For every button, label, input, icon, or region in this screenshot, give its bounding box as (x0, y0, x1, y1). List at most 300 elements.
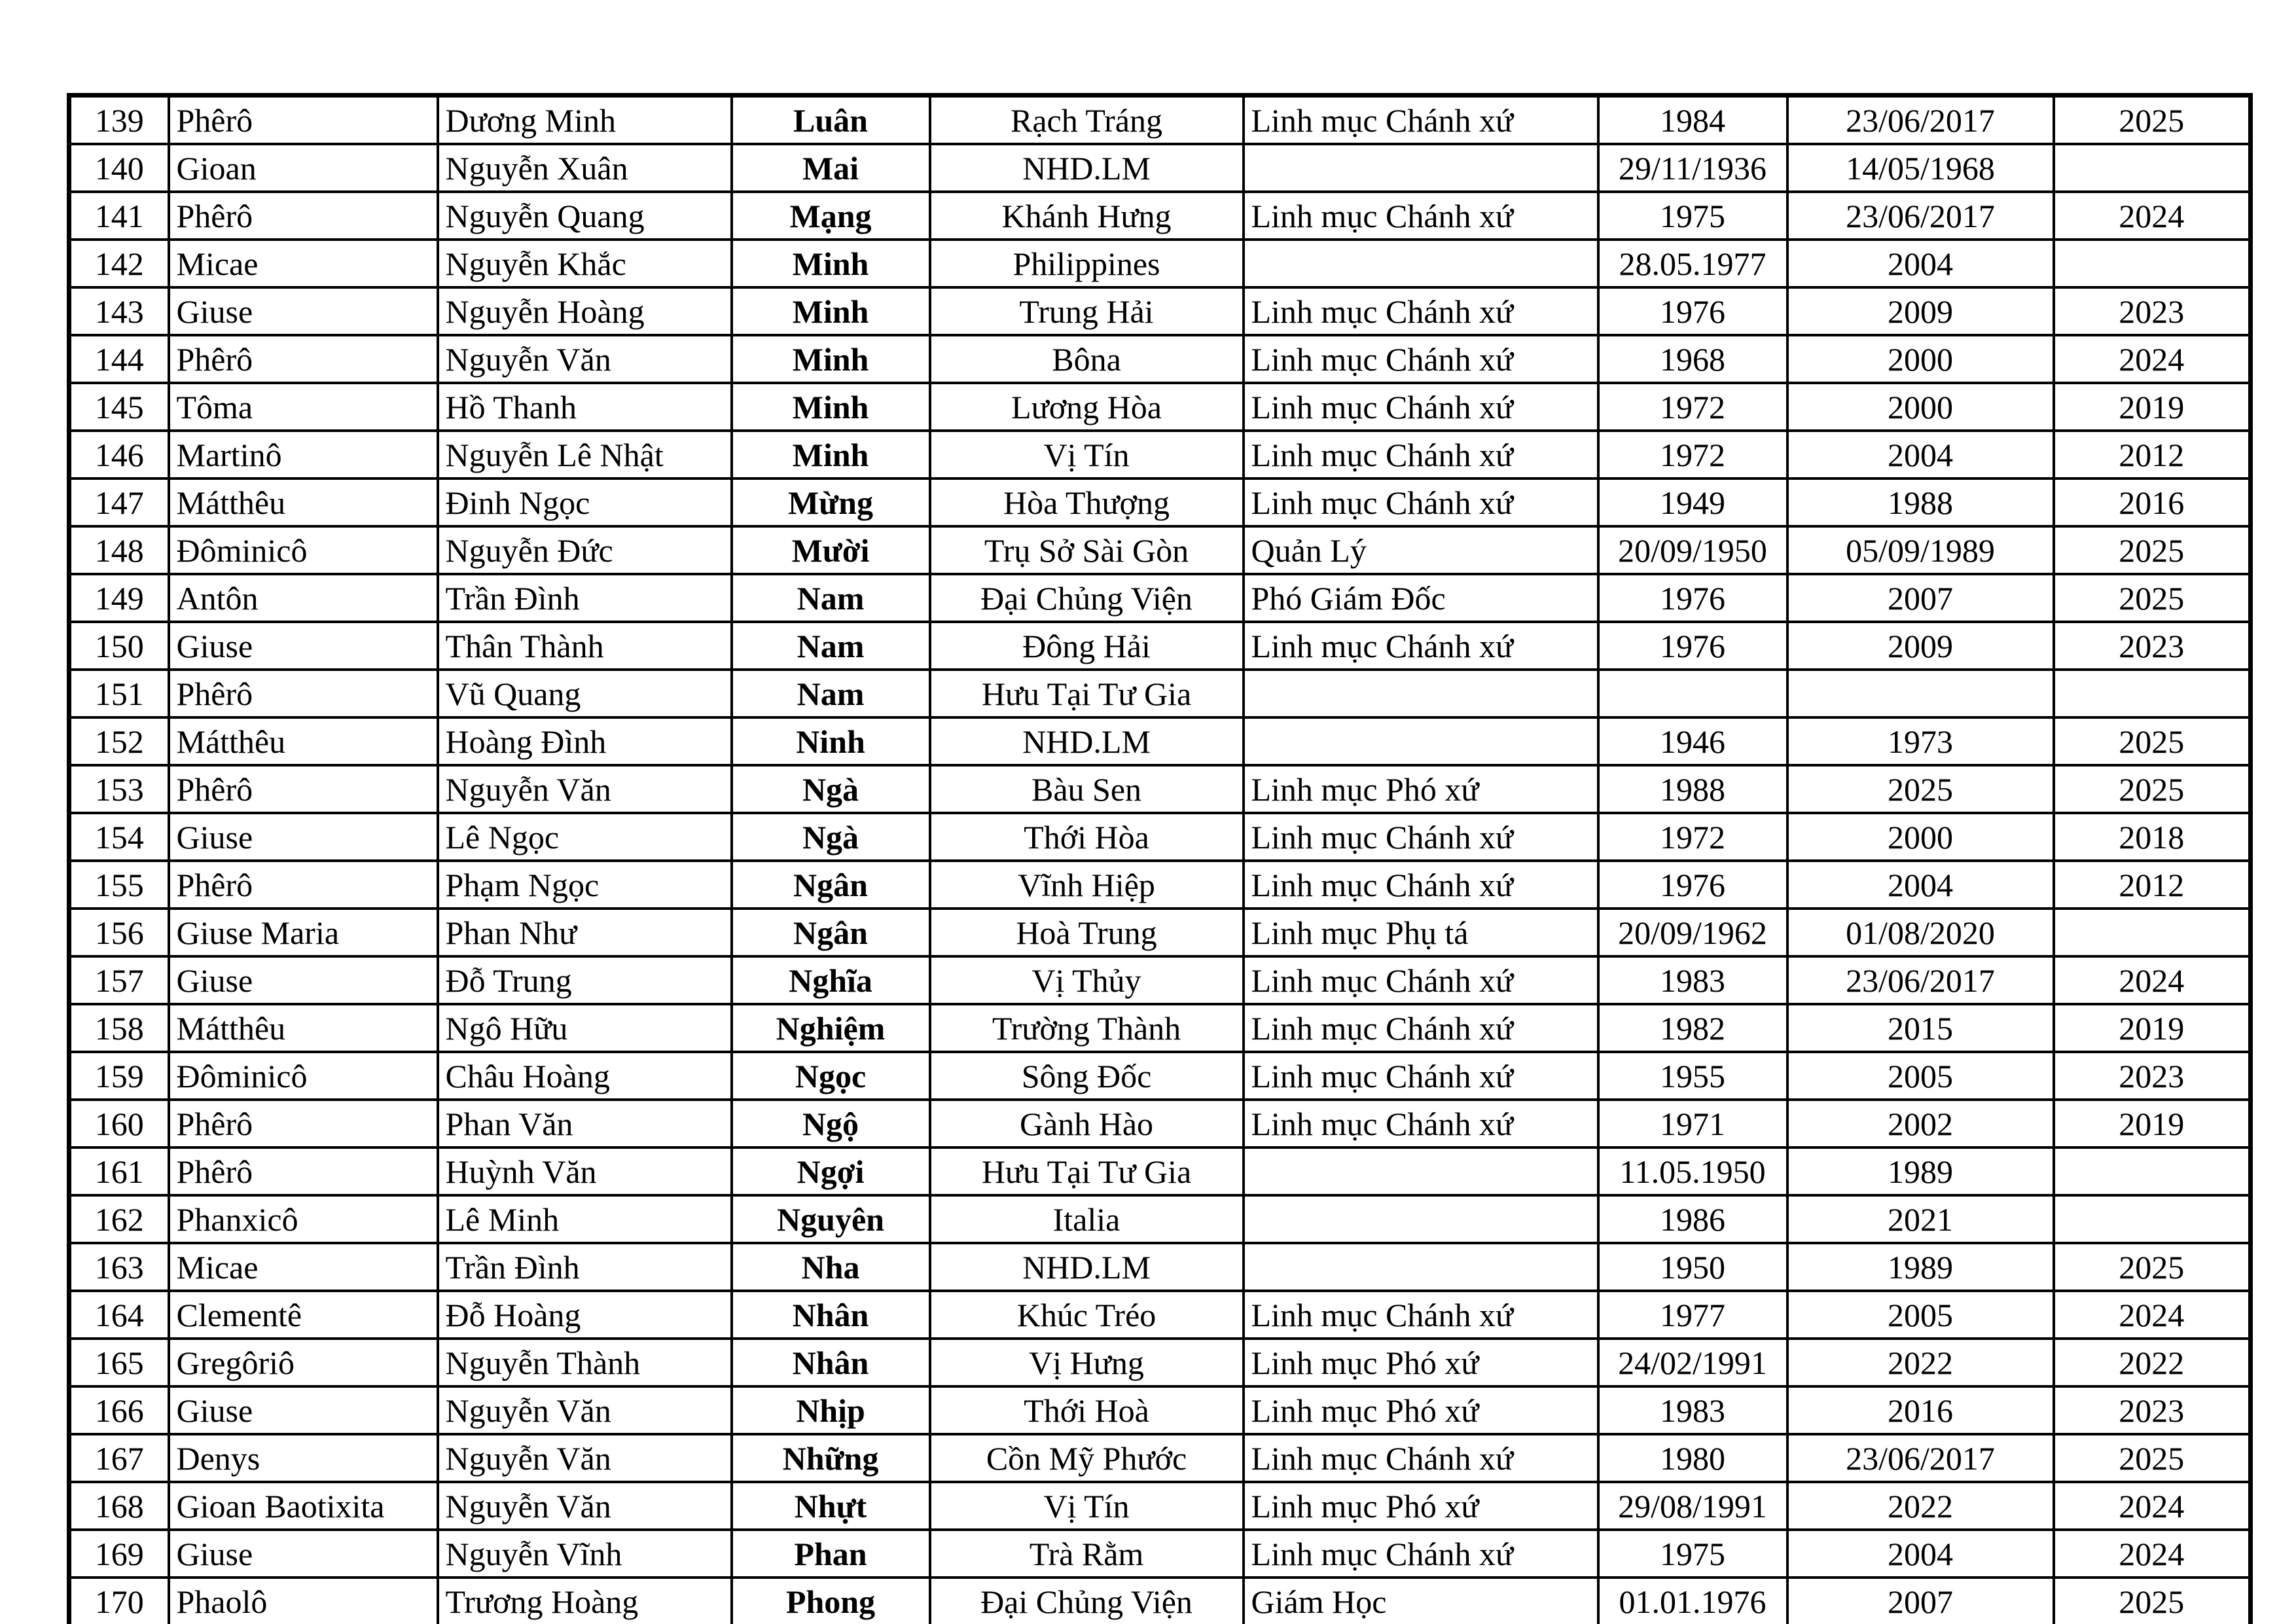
cell-birth-date: 1976 (1598, 574, 1787, 622)
cell-title: Linh mục Chánh xứ (1244, 96, 1598, 145)
cell-saint-name: Gioan Baotixita (169, 1482, 438, 1530)
cell-given-name: Mười (732, 526, 930, 574)
cell-saint-name: Tôma (169, 383, 438, 431)
cell-birth-date: 1977 (1598, 1291, 1787, 1339)
cell-birth-date: 1976 (1598, 622, 1787, 670)
cell-middle-name: Đỗ Trung (438, 956, 732, 1004)
cell-year: 2025 (2054, 1243, 2251, 1291)
cell-ordination-date: 2004 (1787, 431, 2054, 478)
cell-row-number: 150 (69, 622, 169, 670)
cell-saint-name: Clementê (169, 1291, 438, 1339)
cell-row-number: 169 (69, 1530, 169, 1578)
cell-row-number: 148 (69, 526, 169, 574)
cell-middle-name: Dương Minh (438, 96, 732, 145)
cell-year: 2012 (2054, 431, 2251, 478)
cell-row-number: 155 (69, 861, 169, 909)
cell-given-name: Nhịp (732, 1386, 930, 1434)
table-row (69, 956, 2251, 1004)
cell-middle-name: Đỗ Hoàng (438, 1291, 732, 1339)
cell-given-name: Mừng (732, 478, 930, 526)
cell-ordination-date: 2004 (1787, 240, 2054, 287)
table-row (69, 287, 2251, 335)
cell-place: Vị Thủy (930, 956, 1244, 1004)
cell-title: Linh mục Chánh xứ (1244, 1434, 1598, 1482)
cell-year: 2019 (2054, 383, 2251, 431)
cell-year (2054, 144, 2251, 192)
cell-birth-date: 1971 (1598, 1100, 1787, 1147)
cell-row-number: 144 (69, 335, 169, 383)
cell-birth-date: 20/09/1962 (1598, 909, 1787, 956)
cell-saint-name: Giuse (169, 1386, 438, 1434)
cell-place: Hòa Thượng (930, 478, 1244, 526)
cell-birth-date: 11.05.1950 (1598, 1147, 1787, 1195)
table-row (69, 1147, 2251, 1195)
cell-row-number: 153 (69, 765, 169, 813)
cell-place: Trường Thành (930, 1004, 1244, 1052)
cell-ordination-date: 1973 (1787, 717, 2054, 765)
cell-year: 2025 (2054, 717, 2251, 765)
cell-ordination-date: 2022 (1787, 1482, 2054, 1530)
cell-birth-date: 1972 (1598, 383, 1787, 431)
cell-middle-name: Châu Hoàng (438, 1052, 732, 1100)
cell-given-name: Ngà (732, 765, 930, 813)
cell-given-name: Ninh (732, 717, 930, 765)
table-row (69, 335, 2251, 383)
cell-ordination-date: 2016 (1787, 1386, 2054, 1434)
cell-middle-name: Nguyễn Vĩnh (438, 1530, 732, 1578)
table-row (69, 813, 2251, 861)
cell-birth-date (1598, 670, 1787, 717)
table-body (69, 96, 2251, 1624)
table-row (69, 240, 2251, 287)
cell-row-number: 147 (69, 478, 169, 526)
cell-given-name: Nam (732, 574, 930, 622)
cell-year: 2016 (2054, 478, 2251, 526)
cell-year: 2025 (2054, 526, 2251, 574)
cell-birth-date: 1950 (1598, 1243, 1787, 1291)
cell-year: 2012 (2054, 861, 2251, 909)
cell-title: Linh mục Chánh xứ (1244, 1291, 1598, 1339)
cell-place: Sông Đốc (930, 1052, 1244, 1100)
cell-given-name: Những (732, 1434, 930, 1482)
cell-ordination-date: 2009 (1787, 622, 2054, 670)
cell-row-number: 146 (69, 431, 169, 478)
cell-title (1244, 1195, 1598, 1243)
cell-given-name: Nghiệm (732, 1004, 930, 1052)
cell-place: Khúc Tréo (930, 1291, 1244, 1339)
cell-saint-name: Micae (169, 1243, 438, 1291)
cell-saint-name: Giuse (169, 1530, 438, 1578)
cell-row-number: 161 (69, 1147, 169, 1195)
cell-middle-name: Trần Đình (438, 1243, 732, 1291)
table-row (69, 192, 2251, 240)
cell-birth-date: 1946 (1598, 717, 1787, 765)
cell-given-name: Nhân (732, 1339, 930, 1386)
cell-middle-name: Vũ Quang (438, 670, 732, 717)
cell-middle-name: Nguyễn Văn (438, 765, 732, 813)
cell-saint-name: Phêrô (169, 670, 438, 717)
cell-title: Quản Lý (1244, 526, 1598, 574)
cell-given-name: Nghĩa (732, 956, 930, 1004)
cell-year: 2025 (2054, 1578, 2251, 1624)
cell-given-name: Phong (732, 1578, 930, 1624)
cell-year (2054, 909, 2251, 956)
cell-middle-name: Đinh Ngọc (438, 478, 732, 526)
cell-title: Linh mục Chánh xứ (1244, 192, 1598, 240)
cell-middle-name: Lê Minh (438, 1195, 732, 1243)
cell-saint-name: Đôminicô (169, 1052, 438, 1100)
table-row (69, 574, 2251, 622)
cell-row-number: 151 (69, 670, 169, 717)
cell-row-number: 152 (69, 717, 169, 765)
cell-middle-name: Thân Thành (438, 622, 732, 670)
cell-year (2054, 670, 2251, 717)
cell-ordination-date: 2021 (1787, 1195, 2054, 1243)
cell-birth-date: 1980 (1598, 1434, 1787, 1482)
cell-birth-date: 29/11/1936 (1598, 144, 1787, 192)
table-row (69, 526, 2251, 574)
table-row (69, 1243, 2251, 1291)
cell-title: Linh mục Chánh xứ (1244, 335, 1598, 383)
cell-title: Linh mục Chánh xứ (1244, 1530, 1598, 1578)
cell-birth-date: 29/08/1991 (1598, 1482, 1787, 1530)
cell-birth-date: 1986 (1598, 1195, 1787, 1243)
cell-row-number: 170 (69, 1578, 169, 1624)
table-row (69, 1578, 2251, 1624)
cell-row-number: 158 (69, 1004, 169, 1052)
cell-title: Linh mục Chánh xứ (1244, 478, 1598, 526)
cell-place: Hưu Tại Tư Gia (930, 1147, 1244, 1195)
cell-title: Phó Giám Đốc (1244, 574, 1598, 622)
cell-title: Linh mục Phó xứ (1244, 1386, 1598, 1434)
table-row (69, 1482, 2251, 1530)
table-row (69, 670, 2251, 717)
cell-ordination-date: 2005 (1787, 1052, 2054, 1100)
cell-title: Linh mục Chánh xứ (1244, 383, 1598, 431)
cell-place: Cồn Mỹ Phước (930, 1434, 1244, 1482)
cell-given-name: Nhựt (732, 1482, 930, 1530)
cell-place: Gành Hào (930, 1100, 1244, 1147)
cell-saint-name: Phêrô (169, 192, 438, 240)
cell-middle-name: Nguyễn Hoàng (438, 287, 732, 335)
cell-year: 2023 (2054, 1052, 2251, 1100)
cell-place: Philippines (930, 240, 1244, 287)
cell-ordination-date: 23/06/2017 (1787, 192, 2054, 240)
cell-ordination-date: 1988 (1787, 478, 2054, 526)
cell-birth-date: 1976 (1598, 861, 1787, 909)
cell-saint-name: Đôminicô (169, 526, 438, 574)
cell-birth-date: 1982 (1598, 1004, 1787, 1052)
table-row (69, 383, 2251, 431)
cell-year: 2025 (2054, 765, 2251, 813)
cell-middle-name: Nguyễn Đức (438, 526, 732, 574)
cell-year: 2024 (2054, 335, 2251, 383)
cell-row-number: 163 (69, 1243, 169, 1291)
cell-ordination-date: 01/08/2020 (1787, 909, 2054, 956)
cell-given-name: Phan (732, 1530, 930, 1578)
cell-title: Linh mục Phụ tá (1244, 909, 1598, 956)
cell-title: Linh mục Phó xứ (1244, 765, 1598, 813)
table-row (69, 1004, 2251, 1052)
cell-place: Hưu Tại Tư Gia (930, 670, 1244, 717)
cell-title (1244, 1147, 1598, 1195)
cell-given-name: Mai (732, 144, 930, 192)
cell-title: Linh mục Phó xứ (1244, 1482, 1598, 1530)
cell-birth-date: 1976 (1598, 287, 1787, 335)
table-row (69, 861, 2251, 909)
cell-ordination-date: 23/06/2017 (1787, 96, 2054, 145)
table-row (69, 717, 2251, 765)
cell-ordination-date: 2015 (1787, 1004, 2054, 1052)
table-row (69, 1052, 2251, 1100)
cell-ordination-date: 2005 (1787, 1291, 2054, 1339)
cell-title (1244, 240, 1598, 287)
cell-given-name: Minh (732, 240, 930, 287)
cell-ordination-date: 2007 (1787, 574, 2054, 622)
cell-year: 2024 (2054, 1530, 2251, 1578)
cell-year: 2025 (2054, 574, 2251, 622)
cell-year: 2024 (2054, 956, 2251, 1004)
cell-given-name: Luân (732, 96, 930, 145)
cell-birth-date: 28.05.1977 (1598, 240, 1787, 287)
table-row (69, 1434, 2251, 1482)
cell-title (1244, 670, 1598, 717)
cell-place: Thới Hòa (930, 813, 1244, 861)
cell-year: 2019 (2054, 1004, 2251, 1052)
cell-given-name: Ngà (732, 813, 930, 861)
cell-place: Đông Hải (930, 622, 1244, 670)
cell-given-name: Nam (732, 622, 930, 670)
cell-saint-name: Phêrô (169, 1100, 438, 1147)
cell-middle-name: Hoàng Đình (438, 717, 732, 765)
table-row (69, 1100, 2251, 1147)
cell-middle-name: Trương Hoàng (438, 1578, 732, 1624)
cell-year: 2024 (2054, 1482, 2251, 1530)
cell-row-number: 142 (69, 240, 169, 287)
cell-saint-name: Mátthêu (169, 717, 438, 765)
cell-year: 2022 (2054, 1339, 2251, 1386)
cell-year (2054, 240, 2251, 287)
cell-place: Rạch Tráng (930, 96, 1244, 145)
cell-ordination-date: 2004 (1787, 1530, 2054, 1578)
cell-year: 2024 (2054, 1291, 2251, 1339)
cell-title: Linh mục Chánh xứ (1244, 622, 1598, 670)
cell-saint-name: Giuse (169, 813, 438, 861)
cell-given-name: Minh (732, 335, 930, 383)
cell-ordination-date: 1989 (1787, 1147, 2054, 1195)
cell-row-number: 145 (69, 383, 169, 431)
cell-middle-name: Huỳnh Văn (438, 1147, 732, 1195)
cell-saint-name: Giuse Maria (169, 909, 438, 956)
cell-birth-date: 1975 (1598, 192, 1787, 240)
table-row (69, 96, 2251, 145)
cell-birth-date: 1983 (1598, 1386, 1787, 1434)
cell-place: Vĩnh Hiệp (930, 861, 1244, 909)
cell-given-name: Ngân (732, 909, 930, 956)
cell-row-number: 140 (69, 144, 169, 192)
cell-birth-date: 1988 (1598, 765, 1787, 813)
cell-ordination-date: 1989 (1787, 1243, 2054, 1291)
table-row (69, 431, 2251, 478)
cell-place: Khánh Hưng (930, 192, 1244, 240)
cell-birth-date: 1983 (1598, 956, 1787, 1004)
cell-saint-name: Phanxicô (169, 1195, 438, 1243)
cell-ordination-date: 23/06/2017 (1787, 956, 2054, 1004)
table-row (69, 478, 2251, 526)
cell-title: Linh mục Chánh xứ (1244, 1052, 1598, 1100)
table-row (69, 1195, 2251, 1243)
cell-row-number: 149 (69, 574, 169, 622)
cell-place: Vị Tín (930, 431, 1244, 478)
cell-title (1244, 1243, 1598, 1291)
cell-saint-name: Denys (169, 1434, 438, 1482)
cell-ordination-date: 2000 (1787, 335, 2054, 383)
cell-year: 2018 (2054, 813, 2251, 861)
cell-saint-name: Mátthêu (169, 478, 438, 526)
cell-place: Italia (930, 1195, 1244, 1243)
cell-year: 2025 (2054, 1434, 2251, 1482)
cell-given-name: Mạng (732, 192, 930, 240)
cell-title: Linh mục Phó xứ (1244, 1339, 1598, 1386)
cell-title (1244, 144, 1598, 192)
cell-ordination-date: 2022 (1787, 1339, 2054, 1386)
cell-row-number: 154 (69, 813, 169, 861)
cell-title: Linh mục Chánh xứ (1244, 956, 1598, 1004)
cell-saint-name: Micae (169, 240, 438, 287)
cell-year: 2023 (2054, 1386, 2251, 1434)
cell-ordination-date: 2007 (1787, 1578, 2054, 1624)
cell-saint-name: Martinô (169, 431, 438, 478)
cell-birth-date: 20/09/1950 (1598, 526, 1787, 574)
cell-ordination-date: 2000 (1787, 383, 2054, 431)
cell-year (2054, 1195, 2251, 1243)
cell-given-name: Nhân (732, 1291, 930, 1339)
cell-given-name: Minh (732, 287, 930, 335)
cell-year: 2023 (2054, 622, 2251, 670)
cell-title: Linh mục Chánh xứ (1244, 1004, 1598, 1052)
cell-ordination-date: 05/09/1989 (1787, 526, 2054, 574)
cell-middle-name: Nguyễn Quang (438, 192, 732, 240)
cell-row-number: 166 (69, 1386, 169, 1434)
cell-saint-name: Gioan (169, 144, 438, 192)
cell-saint-name: Gregôriô (169, 1339, 438, 1386)
cell-saint-name: Phaolô (169, 1578, 438, 1624)
cell-saint-name: Giuse (169, 956, 438, 1004)
cell-middle-name: Nguyễn Lê Nhật (438, 431, 732, 478)
cell-row-number: 159 (69, 1052, 169, 1100)
cell-place: Đại Chủng Viện (930, 1578, 1244, 1624)
cell-row-number: 143 (69, 287, 169, 335)
cell-place: NHD.LM (930, 717, 1244, 765)
cell-title: Linh mục Chánh xứ (1244, 287, 1598, 335)
cell-middle-name: Nguyễn Văn (438, 335, 732, 383)
cell-given-name: Ngân (732, 861, 930, 909)
cell-place: Thới Hoà (930, 1386, 1244, 1434)
cell-year: 2025 (2054, 96, 2251, 145)
cell-row-number: 139 (69, 96, 169, 145)
cell-place: Bàu Sen (930, 765, 1244, 813)
cell-middle-name: Phạm Ngọc (438, 861, 732, 909)
cell-middle-name: Nguyễn Văn (438, 1482, 732, 1530)
cell-middle-name: Nguyễn Văn (438, 1434, 732, 1482)
cell-row-number: 160 (69, 1100, 169, 1147)
cell-middle-name: Phan Như (438, 909, 732, 956)
cell-row-number: 141 (69, 192, 169, 240)
cell-saint-name: Antôn (169, 574, 438, 622)
cell-row-number: 164 (69, 1291, 169, 1339)
cell-birth-date: 1968 (1598, 335, 1787, 383)
cell-middle-name: Trần Đình (438, 574, 732, 622)
cell-place: Trung Hải (930, 287, 1244, 335)
table-row (69, 909, 2251, 956)
cell-birth-date: 1984 (1598, 96, 1787, 145)
cell-given-name: Nam (732, 670, 930, 717)
cell-saint-name: Mátthêu (169, 1004, 438, 1052)
cell-place: Đại Chủng Viện (930, 574, 1244, 622)
cell-place: Vị Hưng (930, 1339, 1244, 1386)
cell-row-number: 167 (69, 1434, 169, 1482)
cell-middle-name: Ngô Hữu (438, 1004, 732, 1052)
cell-birth-date: 1955 (1598, 1052, 1787, 1100)
cell-saint-name: Phêrô (169, 861, 438, 909)
cell-place: NHD.LM (930, 1243, 1244, 1291)
cell-ordination-date: 2000 (1787, 813, 2054, 861)
cell-ordination-date: 2002 (1787, 1100, 2054, 1147)
cell-birth-date: 1972 (1598, 813, 1787, 861)
table-row (69, 144, 2251, 192)
cell-row-number: 168 (69, 1482, 169, 1530)
cell-given-name: Ngọc (732, 1052, 930, 1100)
cell-middle-name: Nguyễn Khắc (438, 240, 732, 287)
cell-place: NHD.LM (930, 144, 1244, 192)
cell-ordination-date: 2004 (1787, 861, 2054, 909)
cell-saint-name: Phêrô (169, 1147, 438, 1195)
cell-title: Linh mục Chánh xứ (1244, 813, 1598, 861)
cell-place: Trụ Sở Sài Gòn (930, 526, 1244, 574)
cell-birth-date: 1972 (1598, 431, 1787, 478)
cell-ordination-date: 2025 (1787, 765, 2054, 813)
cell-given-name: Ngộ (732, 1100, 930, 1147)
table-row (69, 622, 2251, 670)
cell-given-name: Nha (732, 1243, 930, 1291)
cell-title (1244, 717, 1598, 765)
cell-year (2054, 1147, 2251, 1195)
cell-row-number: 162 (69, 1195, 169, 1243)
cell-given-name: Ngợi (732, 1147, 930, 1195)
table-row (69, 1386, 2251, 1434)
cell-ordination-date: 2009 (1787, 287, 2054, 335)
cell-year: 2019 (2054, 1100, 2251, 1147)
cell-middle-name: Phan Văn (438, 1100, 732, 1147)
cell-title: Linh mục Chánh xứ (1244, 861, 1598, 909)
table-row (69, 1339, 2251, 1386)
cell-middle-name: Nguyễn Thành (438, 1339, 732, 1386)
cell-place: Vị Tín (930, 1482, 1244, 1530)
cell-birth-date: 1949 (1598, 478, 1787, 526)
cell-given-name: Minh (732, 383, 930, 431)
cell-place: Trà Rằm (930, 1530, 1244, 1578)
cell-ordination-date (1787, 670, 2054, 717)
cell-middle-name: Hồ Thanh (438, 383, 732, 431)
table-row (69, 765, 2251, 813)
priest-roster-table (67, 93, 2253, 1624)
cell-birth-date: 1975 (1598, 1530, 1787, 1578)
cell-middle-name: Nguyễn Văn (438, 1386, 732, 1434)
cell-saint-name: Phêrô (169, 765, 438, 813)
table-row (69, 1530, 2251, 1578)
cell-title: Linh mục Chánh xứ (1244, 431, 1598, 478)
cell-place: Hoà Trung (930, 909, 1244, 956)
